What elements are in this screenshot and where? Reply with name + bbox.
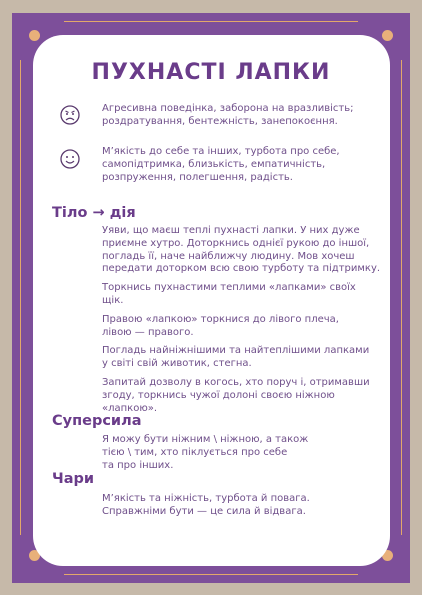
text-line: погладь її, наче найближчу людину. Мов хочеш xyxy=(102,250,355,262)
section-heading-superpower: Суперсила xyxy=(52,413,142,429)
happy-description-line-1: М’якість до себе та інших, турбота про себе, xyxy=(102,146,340,157)
text-line: Запитай дозволу в когось, хто поруч і, отримавши xyxy=(102,376,370,388)
text-line: Справжніми бути — це сила й відвага. xyxy=(102,505,306,517)
paragraph-2 xyxy=(102,282,380,308)
frame-line-bottom xyxy=(64,574,358,575)
text-line: згоду, торкнись чужої долоні своєю ніжною xyxy=(102,389,335,401)
happy-description xyxy=(102,146,340,184)
paragraph-1 xyxy=(102,225,380,276)
paragraph-5 xyxy=(102,377,380,415)
happy-face-icon xyxy=(60,149,80,169)
happy-description-line-3: розпруження, полегшення, радість. xyxy=(102,171,293,183)
frame-line-right xyxy=(401,60,402,535)
corner-dot-top-left xyxy=(29,30,40,41)
text-line: Правою «лапкою» торкнися до лівого плеча, xyxy=(102,313,339,325)
text-line: передати доторком всю свою турботу та підтримку. xyxy=(102,263,381,275)
text-line: Погладь найніжнішими та найтеплішими лапками xyxy=(102,345,370,357)
section-heading-body-action: Тіло → дія xyxy=(52,205,136,221)
text-line: лівою — правого. xyxy=(102,326,194,338)
section-heading-charms: Чари xyxy=(52,471,95,487)
paragraph-3 xyxy=(102,314,380,340)
section-body-action-text xyxy=(102,225,380,415)
frame-line-left xyxy=(20,60,21,535)
text-line: «лапкою». xyxy=(102,402,158,414)
text-line: Уяви, що маєш теплі пухнасті лапки. У них дуже xyxy=(102,225,360,236)
corner-dot-top-right xyxy=(382,30,393,41)
sad-face-icon xyxy=(60,105,80,125)
sad-description xyxy=(102,103,354,129)
frame-line-top xyxy=(64,21,358,22)
text-line: щік. xyxy=(102,294,124,306)
paragraph-4 xyxy=(102,345,380,371)
section-superpower-text xyxy=(102,434,308,472)
section-charms-text xyxy=(102,493,310,519)
text-line: Торкнись пухнастими теплими «лапками» своїх xyxy=(102,282,356,294)
text-line: Я можу бути ніжним \ ніжною, а також xyxy=(102,434,309,445)
text-line: М’якість та ніжність, турбота й повага. xyxy=(102,493,310,504)
text-line: тією \ тим, хто піклується про себе xyxy=(102,446,288,458)
happy-description-line-2: самопідтримка, близькість, емпатичність, xyxy=(102,158,326,170)
text-line: приємне хутро. Доторкнись однієї рукою до іншої, xyxy=(102,237,370,249)
card-title: ПУХНАСТІ ЛАПКИ xyxy=(91,60,331,85)
text-line: та про інших. xyxy=(102,459,174,471)
sad-description-line-2: роздратування, бентежність, занепокоєння. xyxy=(102,115,338,127)
sad-description-line-1: Агресивна поведінка, заборона на вразливість; xyxy=(102,103,354,114)
text-line: у світі свій животик, стегна. xyxy=(102,358,252,370)
